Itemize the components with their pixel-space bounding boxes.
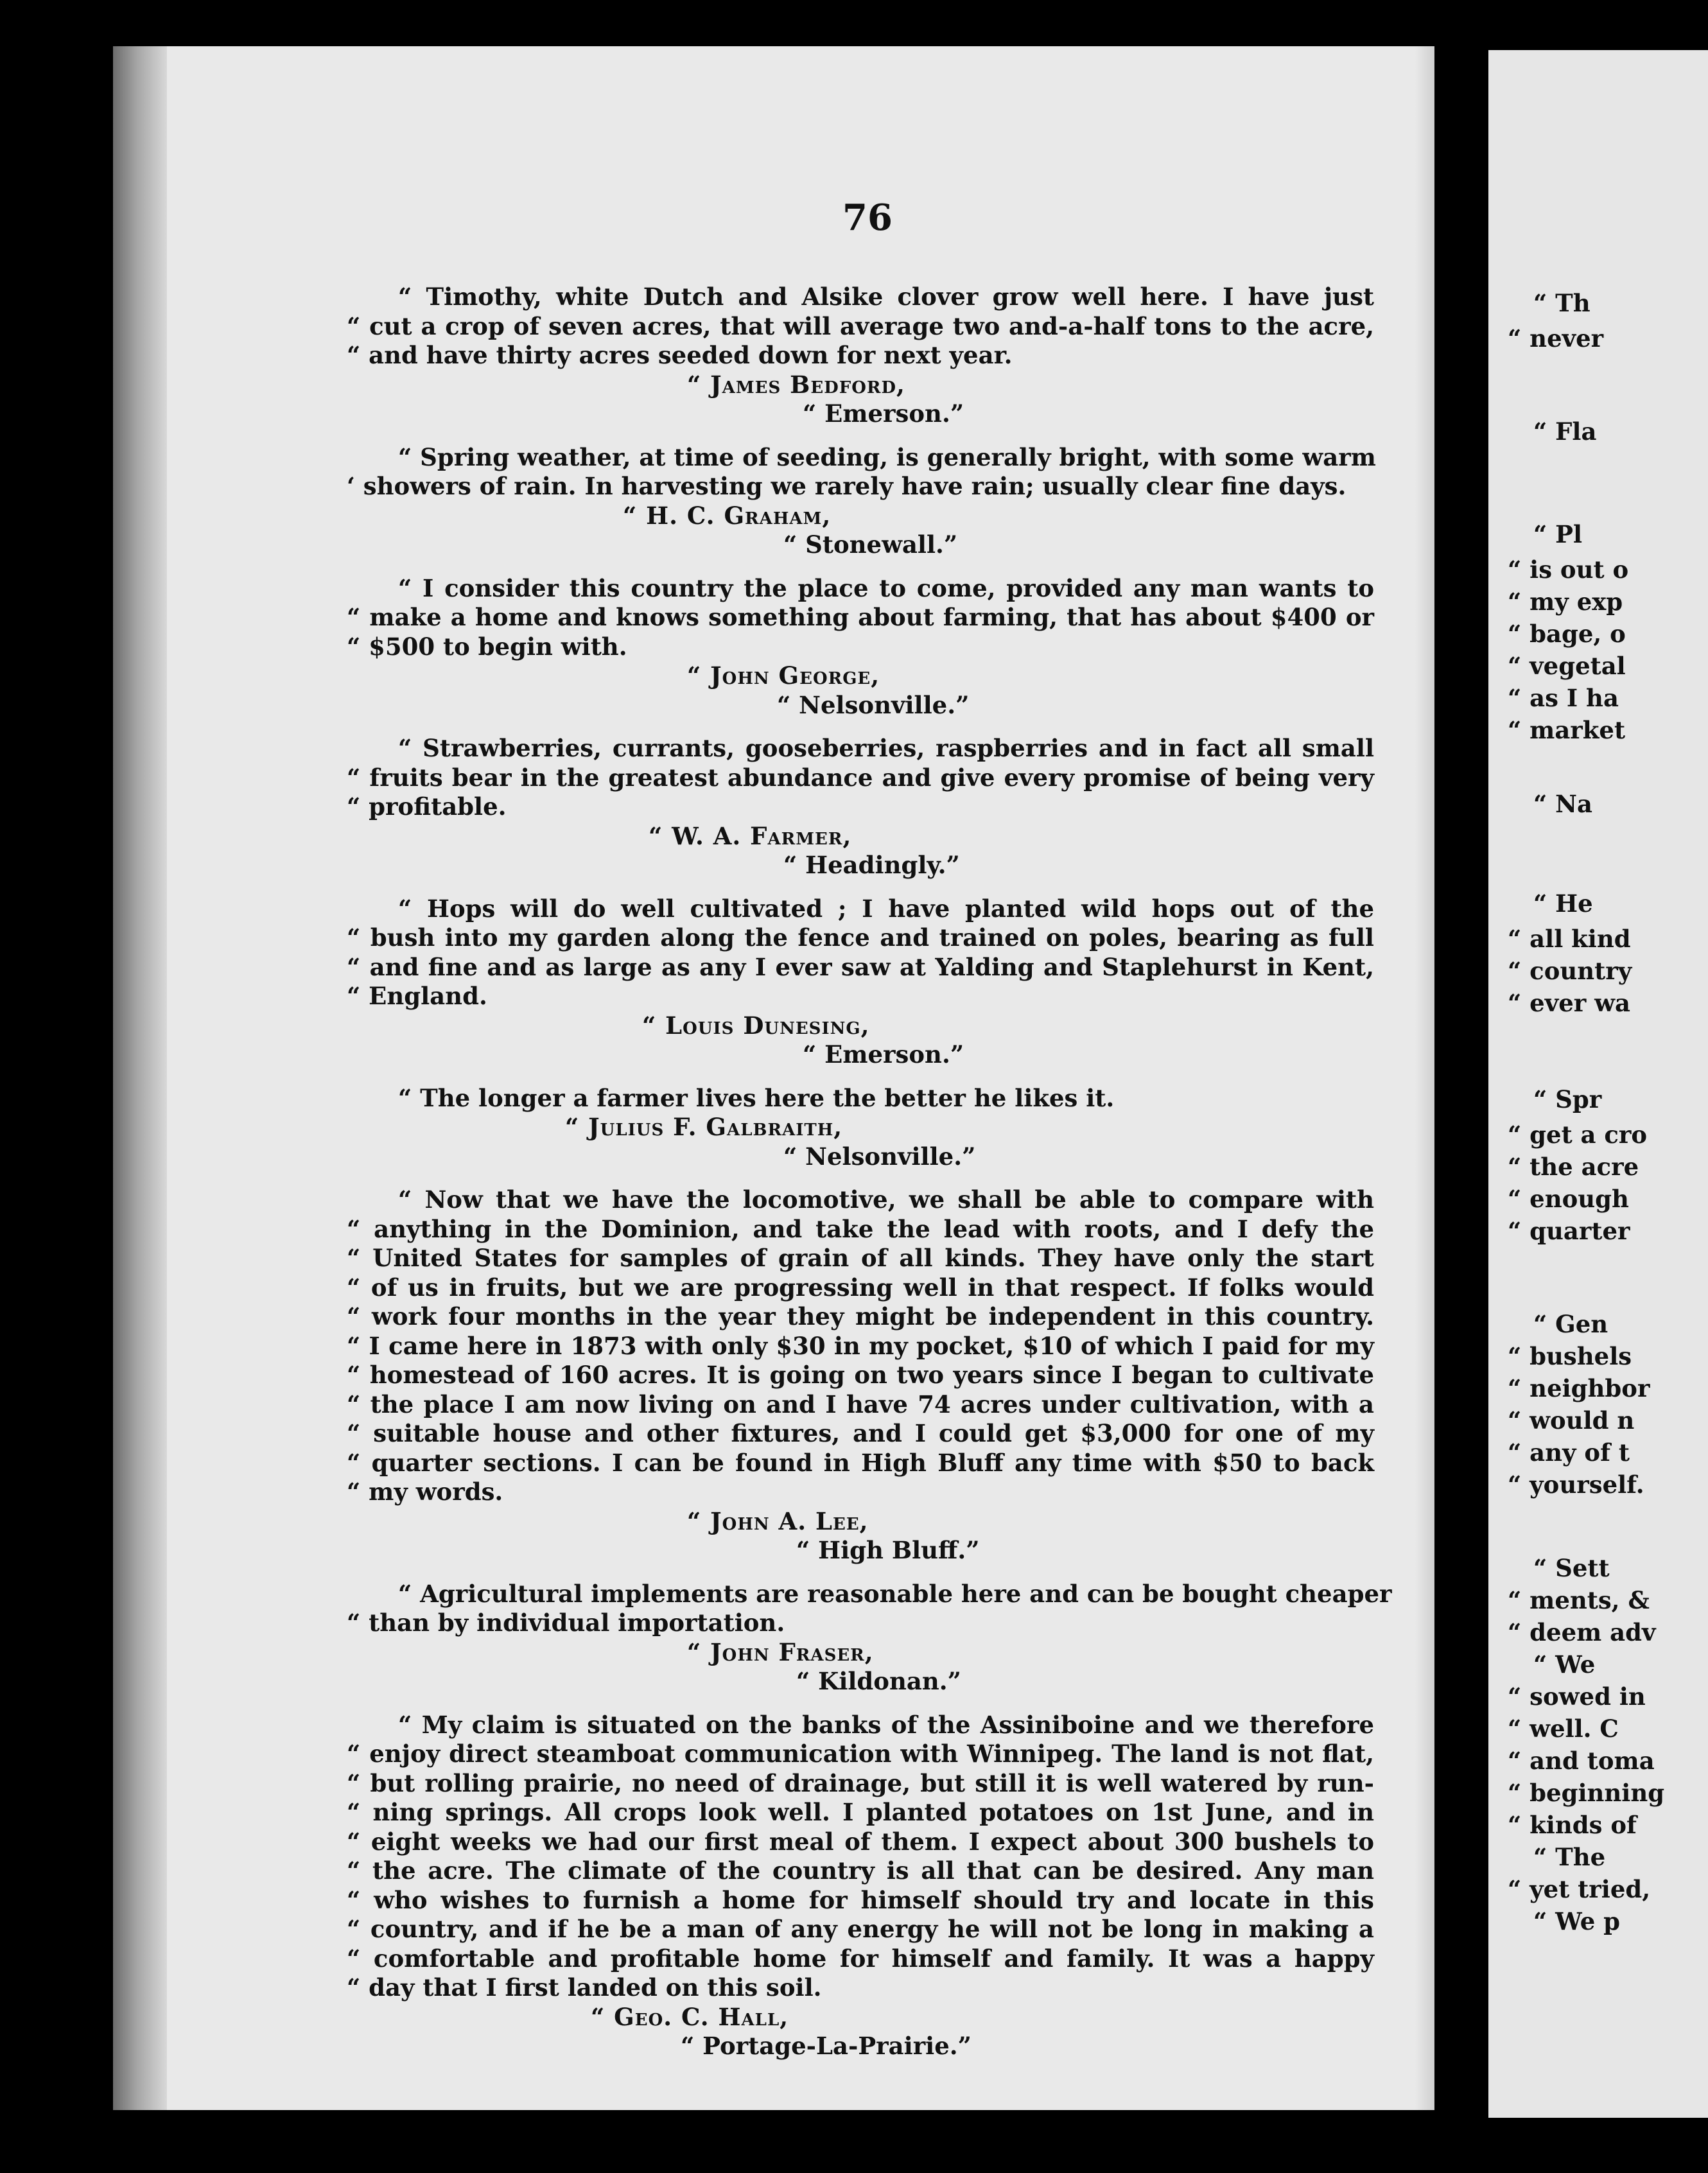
facing-page-fragment: “ ments, & — [1508, 1586, 1650, 1614]
facing-page-fragment: “ Th — [1533, 289, 1590, 317]
quote-line: “ but rolling prairie, no need of drainage, but still it is well watered by run- — [347, 1768, 1374, 1797]
quote-line: “ of us in fruits, but we are progressing well in that respect. If folks would — [347, 1273, 1374, 1302]
facing-page-fragment: “ yourself. — [1508, 1470, 1644, 1499]
quote-line: “ and fine and as large as any I ever saw at Yalding and Staplehurst in Kent, — [347, 952, 1374, 981]
signature-place: “ Kildonan.” — [796, 1667, 961, 1695]
signature-name: “ H. C. Graham, — [623, 501, 832, 530]
signature-place: “ Nelsonville.” — [783, 1142, 976, 1171]
quote-line: “ $500 to begin with. — [347, 632, 627, 661]
facing-page-fragment: “ enough — [1508, 1185, 1629, 1213]
facing-page-fragment: “ all kind — [1508, 925, 1631, 953]
quote-line: “ Timothy, white Dutch and Alsike clover grow well here. I have just — [398, 283, 1374, 311]
facing-page-fragment: “ any of t — [1508, 1438, 1630, 1467]
testimonial — [347, 283, 1374, 429]
page-edge-shadow — [1415, 46, 1434, 2110]
quote-line: “ suitable house and other fixtures, and I could get $3,000 for one of my — [347, 1419, 1374, 1447]
quote-line: “ the place I am now living on and I have 74 acres under cultivation, with a — [347, 1390, 1374, 1418]
facing-page-fragment: “ never — [1508, 324, 1604, 353]
signature-place: “ Headingly.” — [783, 851, 960, 879]
facing-page-edge — [1488, 50, 1708, 2118]
quote-line: “ England. — [347, 982, 487, 1010]
quote-line: “ United States for samples of grain of all kinds. They have only the start — [347, 1244, 1374, 1272]
signature-name: “ Geo. C. Hall, — [591, 2002, 789, 2031]
quote-line: “ quarter sections. I can be found in High Bluff any time with $50 to back — [347, 1448, 1374, 1477]
facing-page-fragment: “ Gen — [1533, 1310, 1608, 1338]
facing-page-fragment: “ He — [1533, 889, 1593, 918]
quote-line: “ anything in the Dominion, and take the lead with roots, and I defy the — [347, 1214, 1374, 1243]
quote-line: “ The longer a farmer lives here the better he likes it. — [398, 1083, 1115, 1112]
facing-page-fragment: “ market — [1508, 716, 1626, 744]
facing-page-fragment: “ yet tried, — [1508, 1875, 1651, 1903]
signature-name: “ Louis Dunesing, — [642, 1011, 870, 1040]
testimonial — [347, 1084, 1374, 1172]
page-gutter-shadow — [113, 46, 167, 2110]
facing-page-fragment: “ neighbor — [1508, 1374, 1650, 1402]
testimonial — [347, 1711, 1374, 2061]
quote-line: ‘ showers of rain. In harvesting we rarely have rain; usually clear fine days. — [347, 472, 1346, 500]
quote-line: “ country, and if he be a man of any energy he will not be long in making a — [347, 1915, 1374, 1943]
quote-line: “ profitable. — [347, 792, 507, 821]
facing-page-fragment: “ vegetal — [1508, 652, 1626, 680]
facing-page-fragment: “ would n — [1508, 1406, 1635, 1435]
quote-line: “ work four months in the year they might be independent in this country. — [347, 1302, 1374, 1331]
signature-place: “ Nelsonville.” — [777, 690, 970, 719]
signature-name: “ Julius F. Galbraith, — [565, 1113, 843, 1141]
quote-line: “ fruits bear in the greatest abundance and give every promise of being very — [347, 763, 1374, 792]
quote-line: “ the acre. The climate of the country is all that can be desired. Any man — [347, 1856, 1374, 1885]
quote-line: “ My claim is situated on the banks of the Assiniboine and we therefore — [398, 1710, 1374, 1739]
testimonial — [347, 1185, 1374, 1566]
testimonial — [347, 734, 1374, 880]
facing-page-fragment: “ Na — [1533, 790, 1592, 818]
page-number: 76 — [842, 196, 893, 239]
testimonial — [347, 1579, 1392, 1697]
testimonial — [347, 443, 1374, 560]
facing-page-fragment: “ deem adv — [1508, 1618, 1656, 1646]
quote-line: “ bush into my garden along the fence and trained on poles, bearing as full — [347, 923, 1374, 952]
quote-line: “ who wishes to furnish a home for himself should try and locate in this — [347, 1885, 1374, 1914]
quote-line: “ day that I first landed on this soil. — [347, 1973, 822, 2002]
signature-name: “ W. A. Farmer, — [649, 821, 852, 850]
quote-line: “ than by individual importation. — [347, 1609, 785, 1637]
signature-place: “ Portage-La-Prairie.” — [681, 2032, 972, 2060]
quote-line: “ homestead of 160 acres. It is going on two years since I began to cultivate — [347, 1361, 1374, 1389]
facing-page-fragment: “ bushels — [1508, 1342, 1632, 1370]
signature-name: “ John Fraser, — [687, 1637, 874, 1666]
quote-line: “ eight weeks we had our first meal of them. I expect about 300 bushels to — [347, 1827, 1374, 1856]
facing-page-fragment: “ bage, o — [1508, 620, 1626, 648]
facing-page-fragment: “ kinds of — [1508, 1811, 1637, 1839]
signature-name: “ John A. Lee, — [687, 1506, 869, 1535]
facing-page-fragment: “ Pl — [1533, 520, 1583, 548]
facing-page-fragment: “ country — [1508, 957, 1632, 985]
quote-line: “ my words. — [347, 1478, 503, 1506]
quote-line: “ and have thirty acres seeded down for next year. — [347, 341, 1013, 369]
quote-line: “ I consider this country the place to come, provided any man wants to — [398, 573, 1374, 602]
facing-page-fragment: “ sowed in — [1508, 1682, 1646, 1711]
facing-page-fragment: “ Sett — [1533, 1554, 1610, 1582]
signature-place: “ Stonewall.” — [783, 530, 958, 559]
facing-page-fragment: “ get a cro — [1508, 1121, 1648, 1149]
signature-place: “ High Bluff.” — [796, 1536, 980, 1564]
facing-page-fragment: “ my exp — [1508, 588, 1623, 616]
facing-page-fragment: “ Spr — [1533, 1085, 1602, 1113]
quote-line: “ make a home and knows something about farming, that has about $400 or — [347, 603, 1374, 631]
testimonial — [347, 895, 1374, 1070]
signature-place: “ Emerson.” — [803, 1040, 964, 1069]
facing-page-fragment: “ ever wa — [1508, 989, 1630, 1017]
signature-name: “ James Bedford, — [687, 370, 905, 399]
facing-page-fragment: “ The — [1533, 1843, 1606, 1871]
facing-page-fragment: “ beginning — [1508, 1779, 1665, 1807]
quote-line: “ cut a crop of seven acres, that will average two and-a-half tons to the acre, — [347, 311, 1374, 340]
facing-page-fragment: “ Fla — [1533, 417, 1597, 446]
testimonial-column — [347, 283, 1392, 2075]
quote-line: “ Now that we have the locomotive, we shall be able to compare with — [398, 1185, 1374, 1214]
quote-line: “ enjoy direct steamboat communication with Winnipeg. The land is not flat, — [347, 1740, 1374, 1768]
quote-line: “ Agricultural implements are reasonable here and can be bought cheaper — [398, 1579, 1392, 1608]
quote-line: “ comfortable and profitable home for himself and family. It was a happy — [347, 1944, 1374, 1973]
quote-line: “ Strawberries, currants, gooseberries, raspberries and in fact all small — [398, 734, 1374, 762]
signature-place: “ Emerson.” — [803, 399, 964, 428]
facing-page-fragment: “ We p — [1533, 1907, 1620, 1935]
quote-line: “ Spring weather, at time of seeding, is generally bright, with some warm — [398, 442, 1376, 471]
facing-page-fragment: “ well. C — [1508, 1715, 1619, 1743]
facing-page-fragment: “ is out o — [1508, 555, 1629, 584]
facing-page-fragment: “ as I ha — [1508, 684, 1619, 712]
quote-line: “ ning springs. All crops look well. I planted potatoes on 1st June, and in — [347, 1798, 1374, 1826]
signature-name: “ John George, — [687, 661, 880, 690]
facing-page-fragment: “ and toma — [1508, 1747, 1655, 1775]
facing-page-fragment: “ We — [1533, 1650, 1596, 1679]
testimonial — [347, 574, 1374, 720]
quote-line: “ Hops will do well cultivated ; I have planted wild hops out of the — [398, 894, 1374, 923]
facing-page-fragment: “ quarter — [1508, 1217, 1630, 1245]
facing-page-fragment: “ the acre — [1508, 1153, 1639, 1181]
quote-line: “ I came here in 1873 with only $30 in my pocket, $10 of which I paid for my — [347, 1331, 1374, 1360]
